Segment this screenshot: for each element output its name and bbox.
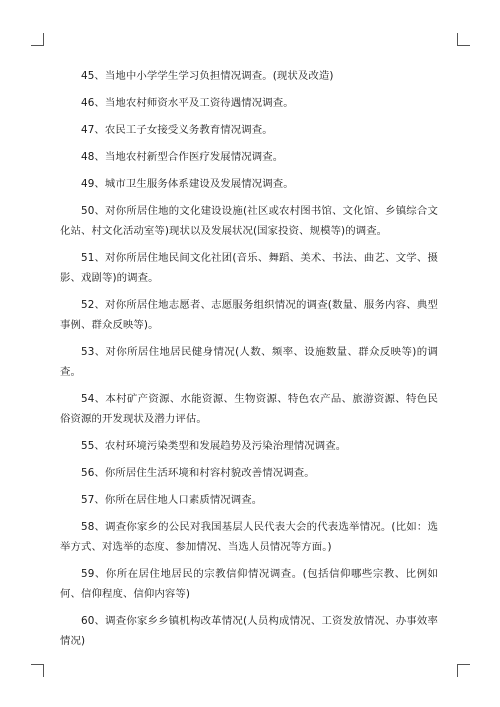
list-item: 58、调查你家乡的公民对我国基层人民代表大会的代表选举情况。(比如：选举方式、对选举的态度、参加情况、当选人员情况等方面。) bbox=[60, 521, 438, 553]
crop-mark-top-left bbox=[31, 33, 44, 46]
document-body bbox=[60, 66, 438, 658]
crop-mark-bottom-right bbox=[457, 664, 470, 677]
list-item: 56、你所居住生活环境和村容村貌改善情况调查。 bbox=[81, 467, 315, 479]
list-item: 45、当地中小学学生学习负担情况调查。(现状及改造) bbox=[81, 70, 334, 82]
list-item: 60、调查你家乡乡镇机构改革情况(人员构成情况、工资发放情况、办事效率情况) bbox=[60, 615, 438, 647]
list-item: 47、农民工子女接受义务教育情况调查。 bbox=[81, 124, 273, 136]
list-item: 55、农村环境污染类型和发展趋势及污染治理情况调查。 bbox=[81, 440, 347, 452]
crop-mark-bottom-left bbox=[31, 664, 44, 677]
list-item: 49、城市卫生服务体系建设及发展情况调查。 bbox=[81, 178, 294, 190]
list-item: 57、你所在居住地人口素质情况调查。 bbox=[81, 494, 263, 506]
list-item: 59、你所在居住地居民的宗教信仰情况调查。(包括信仰哪些宗教、比例如何、信仰程度、信仰内容等) bbox=[60, 568, 438, 600]
crop-mark-top-right bbox=[457, 33, 470, 46]
list-item: 52、对你所居住地志愿者、志愿服务组织情况的调查(数量、服务内容、典型事例、群众反映等)。 bbox=[60, 299, 438, 331]
list-item: 48、当地农村新型合作医疗发展情况调查。 bbox=[81, 151, 284, 163]
list-item: 53、对你所居住地居民健身情况(人数、频率、设施数量、群众反映等)的调查。 bbox=[60, 346, 438, 378]
list-item: 54、本村矿产资源、水能资源、生物资源、特色农产品、旅游资源、特色民俗资源的开发现状及潜力评估。 bbox=[60, 393, 438, 425]
list-item: 50、对你所居住地的文化建设设施(社区或农村图书馆、文化馆、乡镇综合文化站、村文化活动室等)现状以及发展状况(国家投资、规模等)的调查。 bbox=[60, 205, 438, 237]
list-item: 51、对你所居住地民间文化社团(音乐、舞蹈、美术、书法、曲艺、文学、摄影、戏剧等)的调查。 bbox=[60, 252, 438, 284]
list-item: 46、当地农村师资水平及工资待遇情况调查。 bbox=[81, 97, 294, 109]
